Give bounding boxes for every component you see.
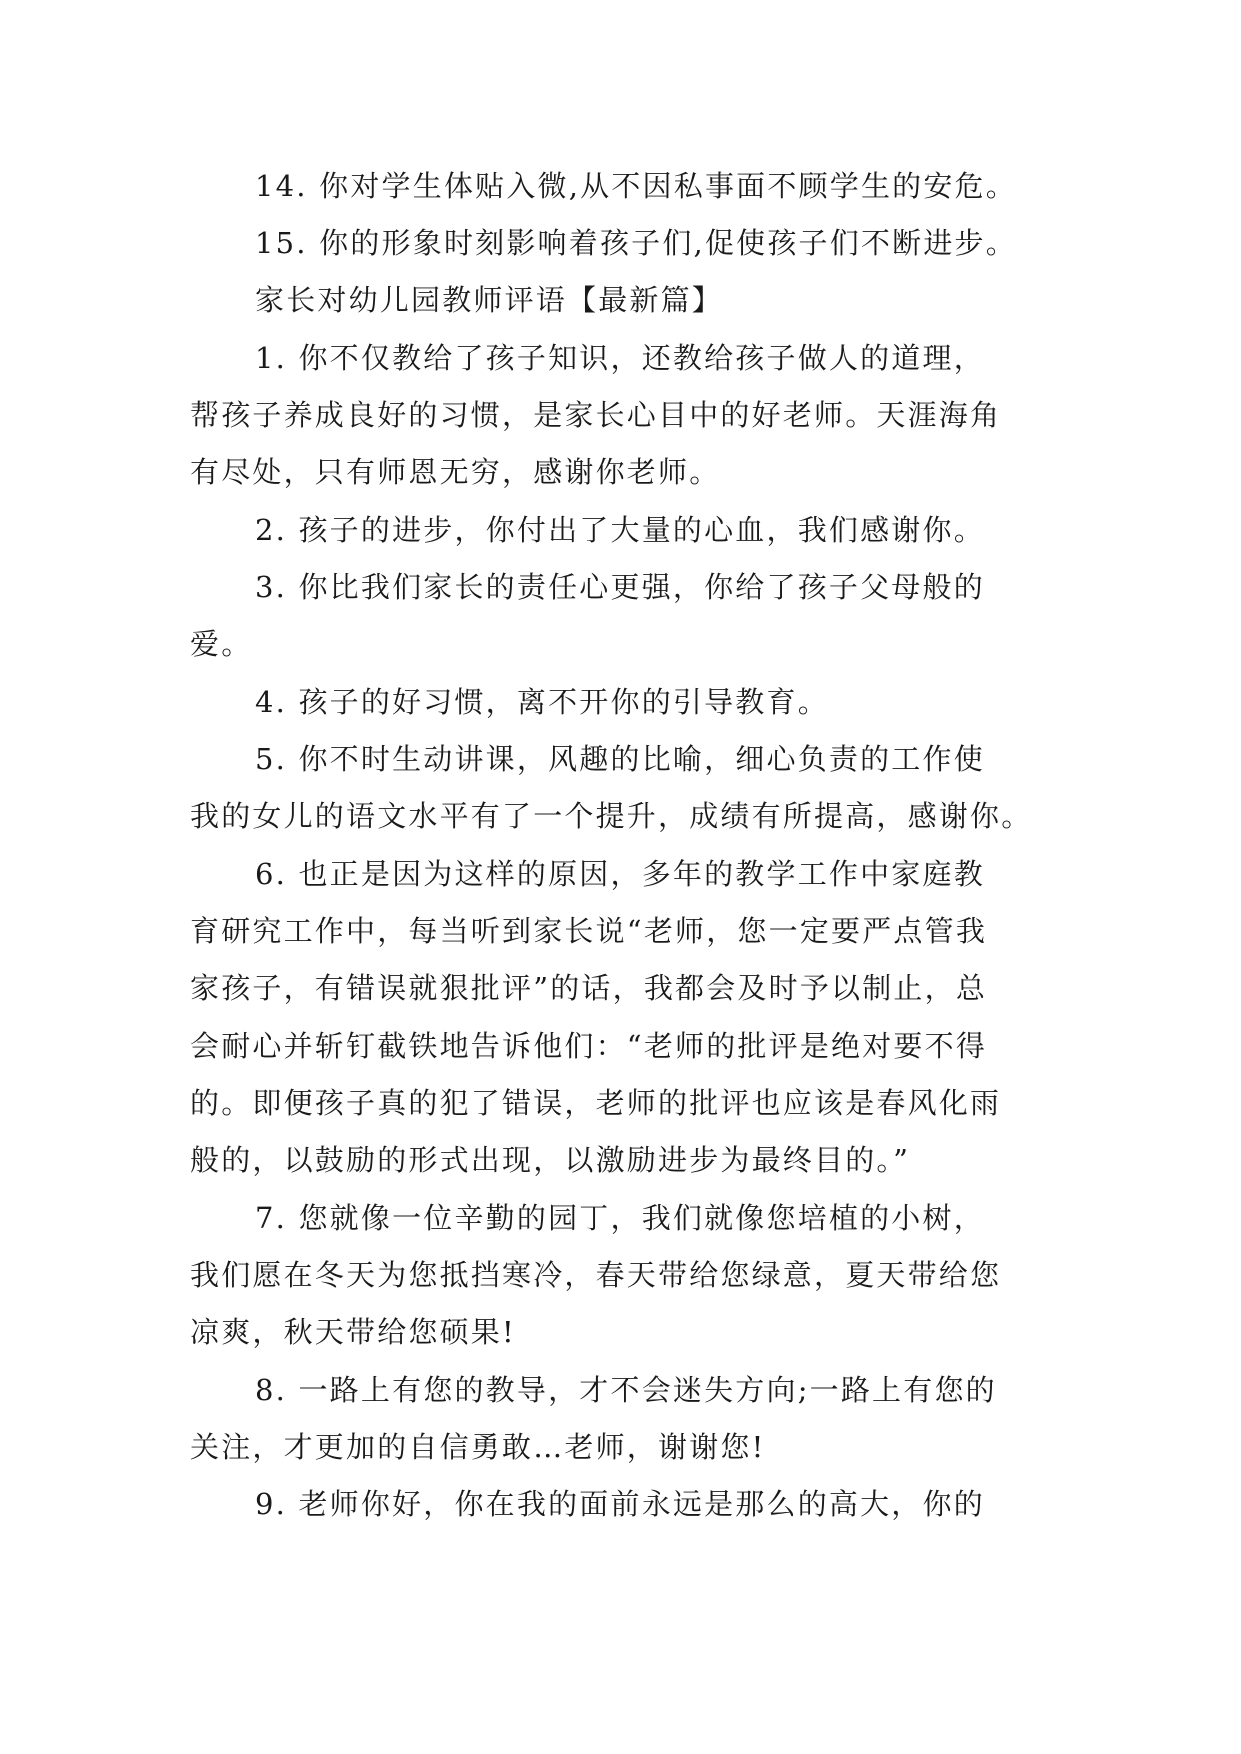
text-line: 有尽处，只有师恩无穷，感谢你老师。 [190, 455, 721, 489]
text-line: 3. 你比我们家长的责任心更强，你给了孩子父母般的 [255, 570, 985, 604]
text-line: 我们愿在冬天为您抵挡寒冷，春天带给您绿意，夏天带给您 [190, 1258, 1002, 1292]
text-line: 8. 一路上有您的教导，才不会迷失方向;一路上有您的 [255, 1373, 997, 1407]
text-line: 2. 孩子的进步，你付出了大量的心血，我们感谢你。 [255, 513, 985, 547]
text-line: 家孩子，有错误就狠批评”的话，我都会及时予以制止，总 [190, 971, 988, 1005]
text-line: 15. 你的形象时刻影响着孩子们,促使孩子们不断进步。 [255, 226, 1017, 260]
text-line: 育研究工作中，每当听到家长说“老师，您一定要严点管我 [190, 914, 988, 948]
text-line: 5. 你不时生动讲课，风趣的比喻，细心负责的工作使 [255, 742, 985, 776]
text-line: 会耐心并斩钉截铁地告诉他们：“老师的批评是绝对要不得 [190, 1029, 988, 1063]
text-line: 4. 孩子的好习惯，离不开你的引导教育。 [255, 685, 829, 719]
text-line: 6. 也正是因为这样的原因，多年的教学工作中家庭教 [255, 857, 985, 891]
text-line: 我的女儿的语文水平有了一个提升，成绩有所提高，感谢你。 [190, 799, 1033, 833]
text-line: 般的，以鼓励的形式出现，以激励进步为最终目的。” [190, 1143, 911, 1177]
text-line: 14. 你对学生体贴入微,从不因私事面不顾学生的安危。 [255, 169, 1017, 203]
text-line: 帮孩子养成良好的习惯，是家长心目中的好老师。天涯海角 [190, 398, 1002, 432]
text-line: 凉爽，秋天带给您硕果! [190, 1315, 516, 1349]
text-line: 关注，才更加的自信勇敢…老师，谢谢您! [190, 1430, 766, 1464]
text-line: 9. 老师你好，你在我的面前永远是那么的高大，你的 [255, 1487, 985, 1521]
text-line: 1. 你不仅教给了孩子知识，还教给孩子做人的道理， [255, 341, 985, 375]
text-line: 爱。 [190, 627, 253, 661]
section-heading: 家长对幼儿园教师评语【最新篇】 [255, 283, 724, 317]
text-line: 的。即便孩子真的犯了错误，老师的批评也应该是春风化雨 [190, 1086, 1002, 1120]
text-line: 7. 您就像一位辛勤的园丁，我们就像您培植的小树， [255, 1201, 985, 1235]
